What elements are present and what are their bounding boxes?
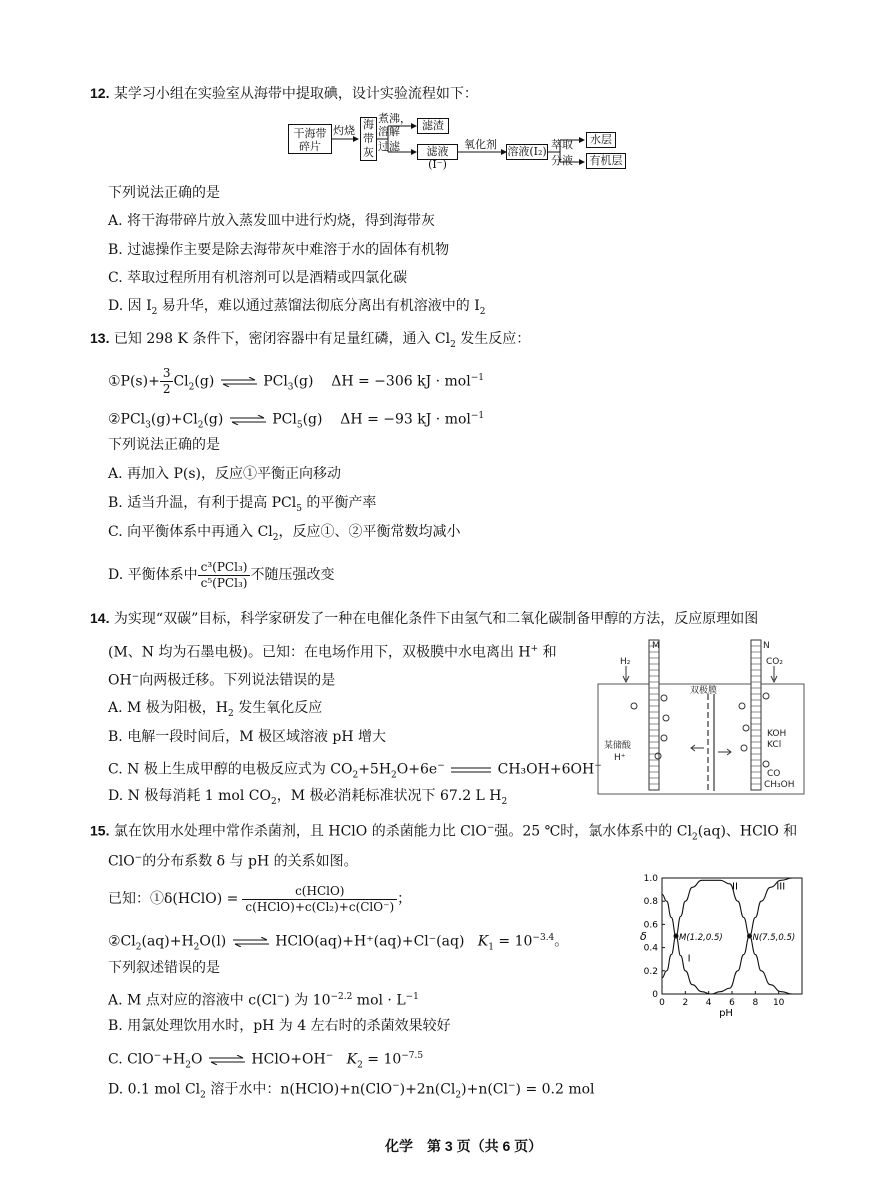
q15-distribution-chart <box>632 868 812 1018</box>
q13-option-b[interactable]: B. 适当升温，有利于提高 PCl$_5$ 的平衡产率 <box>108 495 377 514</box>
fig-label-h2: H₂ <box>620 657 631 667</box>
q15-option-a[interactable]: A. M 点对应的溶液中 c(Cl−) 为 $10^{-2.2}$ mol · $L^{-1}$ <box>108 992 419 1009</box>
fc-label-filter: 过滤 <box>378 140 400 153</box>
fc-box-kelp-ash: 海带灰 <box>360 117 377 161</box>
q15-stem-1: 15. 氯在饮用水处理中常作杀菌剂，且 HClO 的杀菌能力比 ClO−强。25 ℃时，氯水体系中的 $Cl_2(aq)$、HClO 和 <box>90 822 798 843</box>
fc-box-organic-layer: 有机层 <box>586 153 626 169</box>
curve-label-I: I <box>687 953 691 965</box>
fig-label-kcl: KCl <box>767 740 782 750</box>
q13-option-c[interactable]: C. 向平衡体系中再通入 $Cl_2$，反应①、②平衡常数均减小 <box>108 524 461 543</box>
x-tick-label: 6 <box>729 998 735 1008</box>
fc-label-dissolve: 溶解 <box>378 125 400 138</box>
q15-prompt: 下列叙述错误的是 <box>108 960 220 976</box>
q13-r1-fraction: $\frac{3}{2}$ <box>160 366 174 397</box>
x-tick-label: 4 <box>705 998 712 1008</box>
q13-option-d[interactable]: D. 平衡体系中 $\frac{\text{c³(PCl₃)}}{\text{c⁵(PCl₃)}}$ 不随压强改变 <box>108 559 335 590</box>
fig-label-left-solution: 某储酸 <box>604 741 632 751</box>
equals-arrow-icon <box>449 766 493 774</box>
y-tick-label: 0.6 <box>643 920 658 931</box>
x-tick-label: 0 <box>659 998 665 1008</box>
fc-label-oxidant: 氧化剂 <box>464 138 497 151</box>
q14-stem-3: OH−向两极迁移。下列说法错误的是 <box>108 672 336 689</box>
q15-delta-fraction: $\frac{\text{c(HClO)}}{\text{c(HClO)+c(Cl₂)+c(ClO⁻)}}$ <box>242 884 397 915</box>
fc-box-residue: 滤渣 <box>417 118 449 134</box>
fc-label-boil: 煮沸， <box>378 112 411 125</box>
fig-label-methanol: CH₃OH <box>764 780 795 790</box>
q14-option-c[interactable]: C. N 极上生成甲醇的电极反应式为 $CO_2+5H_2O+6e^-$ CH₃OH+6OH− <box>108 761 602 781</box>
equilibrium-arrow-icon <box>228 415 268 425</box>
q12-flowchart <box>288 112 628 172</box>
fig-label-co2: CO₂ <box>766 657 783 667</box>
fig-label-n: N <box>763 641 770 651</box>
q12-option-c[interactable]: C. 萃取过程所用有机溶剂可以是酒精或四氯化碳 <box>108 270 408 286</box>
fig-label-membrane: 双极膜 <box>690 686 718 696</box>
fc-label-burn: 灼烧 <box>333 124 355 137</box>
y-tick-label: 0 <box>652 990 658 1000</box>
x-tick-label: 10 <box>772 998 785 1008</box>
q14-stem-1: 14. 为实现“双碳”目标，科学家研发了一种在电催化条件下由氢气和二氧化碳制备甲醇的方法，反应原理如图 <box>90 610 759 627</box>
q14-electrolysis-figure <box>596 636 808 796</box>
fc-box-water-layer: 水层 <box>586 132 616 148</box>
q13-prompt: 下列说法正确的是 <box>108 437 220 453</box>
q14-option-a[interactable]: A. M 极为阳极，$H_2$ 发生氧化反应 <box>108 700 323 719</box>
fc-box-solution: 溶液(I₂) <box>507 145 547 158</box>
q14-stem-2: (M、N 均为石墨电极)。已知：在电场作用下，双极膜中水电离出 H+ 和 <box>108 644 557 661</box>
q13-d-fraction: $\frac{\text{c³(PCl₃)}}{\text{c⁵(PCl₃)}}$ <box>198 560 251 591</box>
x-tick-label: 2 <box>682 998 689 1008</box>
q15-known-2: $②Cl_2(aq)+H_2O(l)$ HClO(aq)+H⁺(aq)+Cl⁻(aq) $K_1 = 10^{-3.4}$。 <box>108 933 569 953</box>
q12-stem: 12. 某学习小组在实验室从海带中提取碘，设计实验流程如下： <box>90 85 478 102</box>
y-axis-label: δ <box>640 930 647 943</box>
series-curve-I <box>662 894 711 994</box>
q12-option-b[interactable]: B. 过滤操作主要是除去海带灰中难溶于水的固体有机物 <box>108 242 450 258</box>
curve-label-II: II <box>732 881 738 893</box>
fc-box-dry-kelp: 干海带 碎片 <box>288 124 332 154</box>
y-tick-label: 0.4 <box>643 943 658 954</box>
marked-point-label: N(7.5,0.5) <box>752 933 796 943</box>
equilibrium-arrow-icon <box>219 377 259 387</box>
x-axis-label: pH <box>719 1008 733 1018</box>
q12-prompt: 下列说法正确的是 <box>108 185 220 201</box>
marked-point-label: M(1.2,0.5) <box>679 933 723 943</box>
equilibrium-arrow-icon <box>231 937 271 947</box>
fc-box-filtrate: 滤液(I⁻) <box>417 144 458 160</box>
y-tick-label: 0.2 <box>643 966 658 977</box>
page-footer: 化学 第 3 页（共 6 页） <box>385 1138 543 1154</box>
x-tick-label: 8 <box>752 998 759 1008</box>
y-tick-label: 0.8 <box>643 897 658 908</box>
q13-reaction-2: $②PCl_3(g)+Cl_2(g)$ PCl$_5$(g) ΔH = −93 kJ · mol$^{-1}$ <box>108 411 485 431</box>
fc-label-extract: 萃取 <box>551 138 573 151</box>
curve-label-III: III <box>776 881 786 893</box>
fig-label-koh: KOH <box>767 729 787 739</box>
q14-option-d[interactable]: D. N 极每消耗 1 mol $CO_2$，M 极必消耗标准状况下 67.2 L $H_2$ <box>108 788 508 807</box>
q13-stem: 13. 已知 298 K 条件下，密闭容器中有足量红磷，通入 $Cl_2$ 发生反应： <box>90 330 531 350</box>
q14-option-b[interactable]: B. 电解一段时间后，M 极区域溶液 pH 增大 <box>108 729 387 745</box>
fig-label-m: M <box>652 641 660 651</box>
q15-known-1: 已知：①δ(HClO) = $\frac{\text{c(HClO)}}{\text{c(HClO)+c(Cl₂)+c(ClO⁻)}}$ ； <box>108 883 412 914</box>
marked-point-m <box>674 934 679 939</box>
q12-option-d[interactable]: D. 因 $I_2$ 易升华，难以通过蒸馏法彻底分离出有机溶液中的 $I_2$ <box>108 298 486 317</box>
marked-point-n <box>747 934 752 939</box>
fc-label-separate: 分液 <box>551 154 573 167</box>
q15-option-b[interactable]: B. 用氯处理饮用水时，pH 为 4 左右时的杀菌效果较好 <box>108 1018 451 1034</box>
q15-option-d[interactable]: D. 0.1 mol $Cl_2$ 溶于水中：$n(HClO)+n(ClO^-)+2n(Cl_2)+n(Cl^-) = 0.2$ mol <box>108 1081 595 1101</box>
q15-option-c[interactable]: C. $ClO^-+H_2O$ HClO+OH− $K_2 = 10^{-7.5}$ <box>108 1051 424 1071</box>
fig-label-co: CO <box>767 769 781 779</box>
fig-label-left-ion: H⁺ <box>614 753 626 763</box>
q13-reaction-1: ①P(s)+ $\frac{3}{2}$ $Cl_2(g)$ PCl$_3$(g) ΔH = −306 kJ · mol$^{-1}$ <box>108 366 484 397</box>
equilibrium-arrow-icon <box>207 1055 247 1065</box>
y-tick-label: 1.0 <box>643 874 658 884</box>
q13-option-a[interactable]: A. 再加入 P(s)，反应①平衡正向移动 <box>108 466 341 482</box>
q12-option-a[interactable]: A. 将干海带碎片放入蒸发皿中进行灼烧，得到海带灰 <box>108 213 436 229</box>
q15-stem-2: ClO−的分布系数 δ 与 pH 的关系如图。 <box>108 853 358 870</box>
